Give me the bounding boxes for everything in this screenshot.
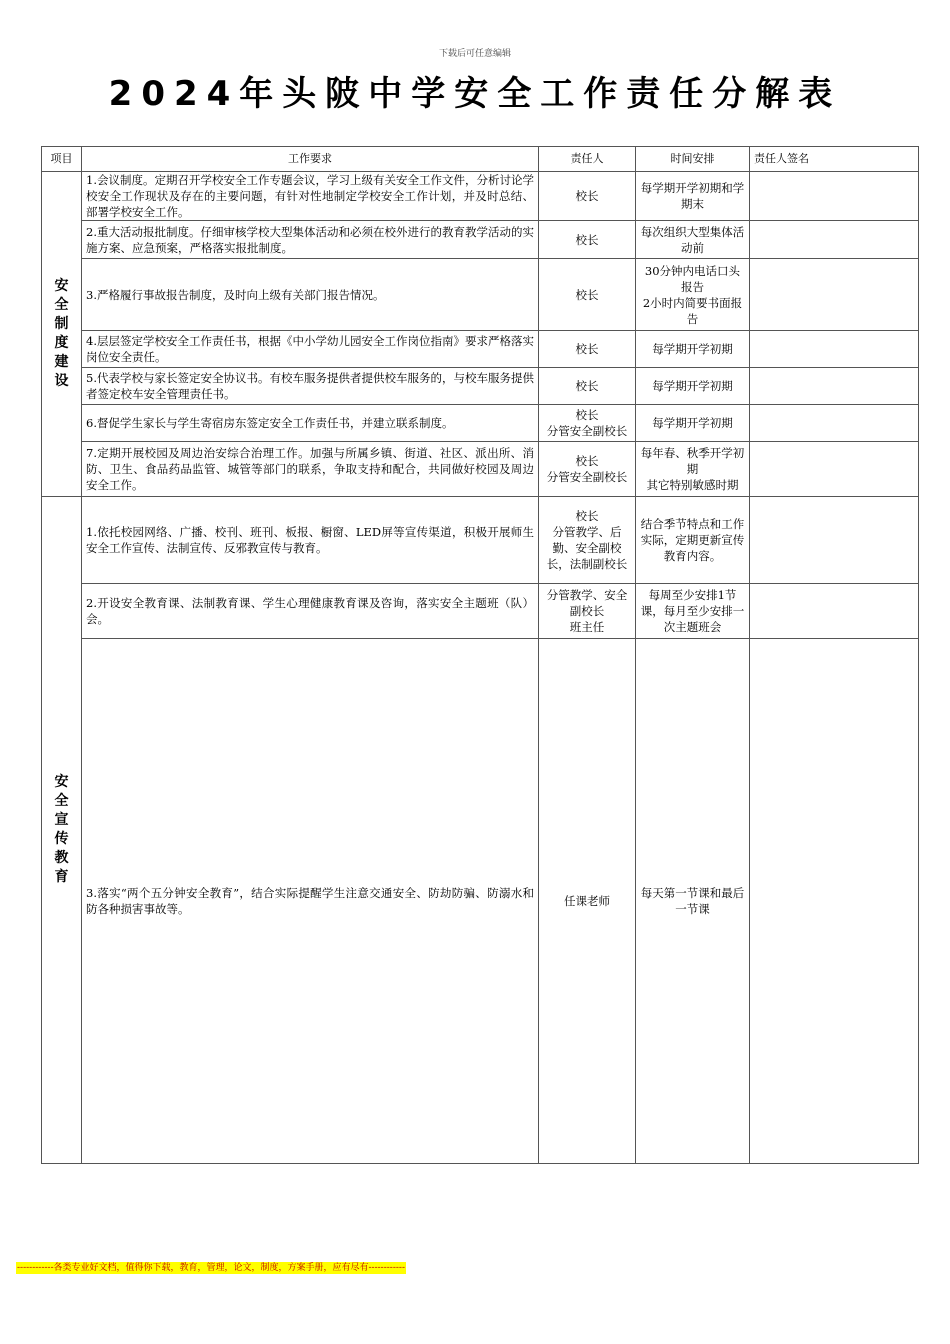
schedule-cell: 每学期开学初期 (636, 368, 750, 405)
category-cell (42, 172, 82, 497)
responsible-cell: 校长 分管安全副校长 (539, 405, 636, 442)
table-row (42, 221, 919, 259)
requirement-cell: 5.代表学校与家长签定安全协议书。有校车服务提供者提供校车服务的，与校车服务提供者签定校车安全管理责任书。 (82, 368, 539, 405)
responsible-cell: 分管教学、安全副校长 班主任 (539, 584, 636, 639)
table-row (42, 497, 919, 584)
schedule-cell: 结合季节特点和工作实际，定期更新宣传教育内容。 (636, 497, 750, 584)
table-row (42, 639, 919, 1164)
responsible-cell: 任课老师 (539, 639, 636, 1164)
schedule-cell: 每次组织大型集体活动前 (636, 221, 750, 259)
table-row (42, 405, 919, 442)
schedule-cell: 30分钟内电话口头报告 2小时内简要书面报告 (636, 259, 750, 331)
schedule-cell: 每天第一节课和最后一节课 (636, 639, 750, 1164)
requirement-cell: 3.严格履行事故报告制度，及时向上级有关部门报告情况。 (82, 259, 539, 331)
requirement-cell: 4.层层签定学校安全工作责任书，根据《中小学幼儿园安全工作岗位指南》要求严格落实岗位安全责任。 (82, 331, 539, 368)
responsible-cell: 校长 (539, 259, 636, 331)
header-item: 项目 (42, 147, 82, 172)
signature-cell (750, 639, 919, 1164)
requirement-cell: 1.依托校园网络、广播、校刊、班刊、板报、橱窗、LED屏等宣传渠道，积极开展师生安全工作宣传、法制宣传、反邪教宣传与教育。 (82, 497, 539, 584)
category-label: 安全宣传教育 (54, 774, 69, 885)
table-row (42, 442, 919, 497)
responsible-cell: 校长 分管安全副校长 (539, 442, 636, 497)
category-label: 安全制度建设 (54, 278, 69, 389)
table-row (42, 584, 919, 639)
table-row (42, 172, 919, 221)
table-row (42, 331, 919, 368)
requirement-cell: 2.重大活动报批制度。仔细审核学校大型集体活动和必须在校外进行的教育教学活动的实施方案、应急预案，严格落实报批制度。 (82, 221, 539, 259)
requirement-cell: 7.定期开展校园及周边治安综合治理工作。加强与所属乡镇、街道、社区、派出所、消防、卫生、食品药品监管、城管等部门的联系，争取支持和配合，共同做好校园及周边安全工作。 (82, 442, 539, 497)
header-schedule: 时间安排 (636, 147, 750, 172)
requirement-cell: 2.开设安全教育课、法制教育课、学生心理健康教育课及咨询，落实安全主题班（队）会。 (82, 584, 539, 639)
requirement-cell: 6.督促学生家长与学生寄宿房东签定安全工作责任书，并建立联系制度。 (82, 405, 539, 442)
schedule-cell: 每学期开学初期 (636, 405, 750, 442)
top-note: 下载后可任意编辑 (438, 49, 511, 59)
signature-cell (750, 172, 919, 221)
header-responsible: 责任人 (539, 147, 636, 172)
table-header-row (42, 147, 919, 172)
responsible-cell: 校长 分管教学、后勤、安全副校长，法制副校长 (539, 497, 636, 584)
requirement-cell: 1.会议制度。定期召开学校安全工作专题会议，学习上级有关安全工作文件，分析讨论学校安全工作现状及存在的主要问题，有针对性地制定学校安全工作计划，并及时总结、部署学校安全工作。 (82, 172, 539, 221)
responsible-cell: 校长 (539, 331, 636, 368)
signature-cell (750, 221, 919, 259)
schedule-cell: 每年春、秋季开学初期 其它特别敏感时期 (636, 442, 750, 497)
signature-cell (750, 368, 919, 405)
responsible-cell: 校长 (539, 221, 636, 259)
responsible-cell: 校长 (539, 172, 636, 221)
table-row (42, 368, 919, 405)
signature-cell (750, 442, 919, 497)
signature-cell (750, 584, 919, 639)
footer-banner: ------------各类专业好文档，值得你下载，教育，管理，论文，制度，方案手册，应有尽有------------ (17, 1263, 405, 1273)
document-title: 2024年头陂中学安全工作责任分解表 (108, 74, 842, 114)
schedule-cell: 每周至少安排1节课，每月至少安排一次主题班会 (636, 584, 750, 639)
header-requirement: 工作要求 (82, 147, 539, 172)
table-row (42, 259, 919, 331)
responsible-cell: 校长 (539, 368, 636, 405)
category-cell (42, 497, 82, 1164)
schedule-cell: 每学期开学初期和学期末 (636, 172, 750, 221)
schedule-cell: 每学期开学初期 (636, 331, 750, 368)
signature-cell (750, 259, 919, 331)
requirement-cell: 3.落实“两个五分钟安全教育”，结合实际提醒学生注意交通安全、防劫防骗、防溺水和防各种损害事故等。 (82, 639, 539, 1164)
signature-cell (750, 331, 919, 368)
responsibility-table (41, 146, 919, 1164)
header-signature: 责任人签名 (750, 147, 919, 172)
signature-cell (750, 405, 919, 442)
signature-cell (750, 497, 919, 584)
